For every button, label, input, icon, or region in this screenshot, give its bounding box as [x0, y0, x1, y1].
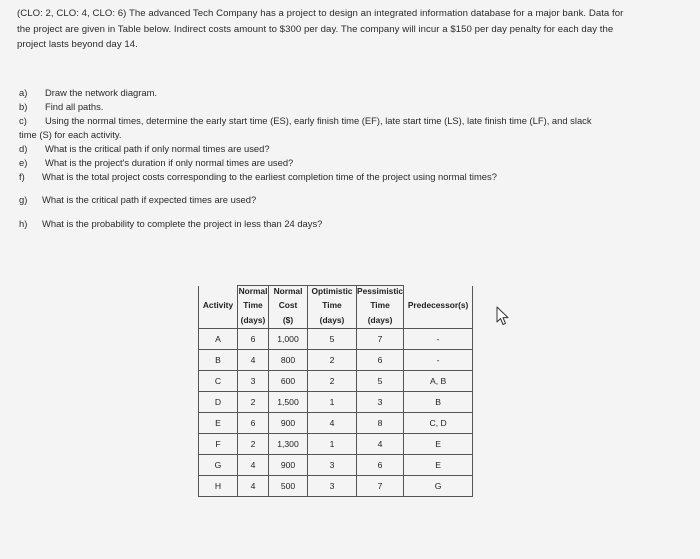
cell-predecessor: G [404, 476, 473, 497]
cell-predecessor: A, B [404, 371, 473, 392]
cell-activity: A [199, 329, 238, 350]
header-normal-cost-2: Cost [269, 298, 308, 313]
header-optimistic-3: (days) [308, 313, 357, 329]
cell-normal-cost: 800 [269, 350, 308, 371]
cell-activity: F [199, 434, 238, 455]
activity-table [198, 285, 473, 497]
cell-pessimistic: 6 [357, 455, 404, 476]
cell-optimistic: 4 [308, 413, 357, 434]
cell-optimistic: 1 [308, 434, 357, 455]
table-row [199, 392, 473, 413]
cell-normal-cost: 1,000 [269, 329, 308, 350]
cell-normal-time: 4 [238, 455, 269, 476]
cell-pessimistic: 8 [357, 413, 404, 434]
cell-normal-time: 3 [238, 371, 269, 392]
cell-optimistic: 1 [308, 392, 357, 413]
cell-activity: G [199, 455, 238, 476]
cell-predecessor: E [404, 455, 473, 476]
header-pessimistic-1: Pessimistic [357, 286, 404, 297]
header-optimistic-2: Time [308, 298, 357, 313]
cell-optimistic: 3 [308, 455, 357, 476]
mouse-pointer-icon [496, 306, 510, 326]
cell-normal-time: 4 [238, 476, 269, 497]
cell-optimistic: 2 [308, 350, 357, 371]
header-optimistic-1: Optimistic [308, 286, 357, 299]
cell-normal-time: 6 [238, 329, 269, 350]
table-row [199, 350, 473, 371]
question-c-continuation: time (S) for each activity. [19, 129, 122, 140]
header-normal-time-2: Time [238, 298, 269, 313]
header-normal-cost-3: ($) [269, 313, 308, 329]
header-pessimistic-3: (days) [357, 313, 404, 329]
cell-normal-cost: 1,300 [269, 434, 308, 455]
table-row [199, 329, 473, 350]
header-normal-cost-1: Normal [269, 286, 308, 299]
cell-predecessor: - [404, 350, 473, 371]
cell-activity: D [199, 392, 238, 413]
table-row [199, 371, 473, 392]
table-row [199, 455, 473, 476]
cell-normal-cost: 1,500 [269, 392, 308, 413]
cell-pessimistic: 7 [357, 329, 404, 350]
cell-pessimistic: 6 [357, 350, 404, 371]
cell-normal-cost: 900 [269, 413, 308, 434]
problem-statement [17, 6, 689, 53]
header-normal-time-1: Normal [238, 286, 268, 297]
cell-normal-time: 2 [238, 434, 269, 455]
cell-normal-time: 4 [238, 350, 269, 371]
cell-normal-cost: 600 [269, 371, 308, 392]
cell-activity: C [199, 371, 238, 392]
cell-activity: E [199, 413, 238, 434]
cell-normal-time: 6 [238, 413, 269, 434]
cell-normal-time: 2 [238, 392, 269, 413]
cell-pessimistic: 3 [357, 392, 404, 413]
cell-activity: H [199, 476, 238, 497]
cell-predecessor: C, D [404, 413, 473, 434]
intro-line-2: the project are given in Table below. Indirect costs amount to $300 per day. The company will incur a $150 per day penalty for each day the [17, 23, 614, 35]
header-pessimistic-2: Time [357, 298, 404, 313]
cell-optimistic: 3 [308, 476, 357, 497]
cell-normal-cost: 500 [269, 476, 308, 497]
table-row [199, 413, 473, 434]
cell-optimistic: 2 [308, 371, 357, 392]
intro-line-3: project lasts beyond day 14. [17, 39, 138, 50]
cell-activity: B [199, 350, 238, 371]
cell-optimistic: 5 [308, 329, 357, 350]
document-page: (CLO: 2, CLO: 4, CLO: 6) The advanced Tech Company has a project to design an integrated information database for a major bank. Data for the project are given in Table below. Indirect costs amount to $300 per day. The company will incur a $150 per day penalty for each day the project lasts beyond day 14. a) Draw the network diagram. b) Find all paths. c) Using the normal times, determine the early start time (ES), early finish time (EF), late start time (LS), late finish time (LF), and slack time (S) for each activity. d) What is the critical path if only normal times are used? e) What is the project's duration if only normal times are used? f) What is the total project costs corresponding to the earliest completion time of the project using normal times? g) What is the critical path if expected times are used? h) What is the probability to complete the project in less than 24 days? Normal Normal Optimistic Pessimistic Activity Time Cost Time Time Predecessor(s) (days) ($) (days) (days) A 6 1,000 5 7 - B 4 800 2 6 - C 3 600 2 5 A, B D 2 1,500 1 3 B E 6 900 4 8 C, D F 2 1,300 1 4 E G 4 900 3 6 E H 4 500 3 7 G [0, 0, 700, 559]
intro-line-1: (CLO: 2, CLO: 4, CLO: 6) The advanced Tech Company has a project to design an integrated information database for a major bank. Data for [17, 8, 624, 19]
table-row [199, 434, 473, 455]
cell-predecessor: E [404, 434, 473, 455]
table-row [199, 476, 473, 497]
header-normal-time-3: (days) [238, 313, 269, 329]
cell-pessimistic: 5 [357, 371, 404, 392]
cell-normal-cost: 900 [269, 455, 308, 476]
header-predecessor: Predecessor(s) [404, 298, 473, 313]
header-activity: Activity [199, 298, 238, 313]
cell-predecessor: B [404, 392, 473, 413]
cell-pessimistic: 4 [357, 434, 404, 455]
cell-predecessor: - [404, 329, 473, 350]
cell-pessimistic: 7 [357, 476, 404, 497]
